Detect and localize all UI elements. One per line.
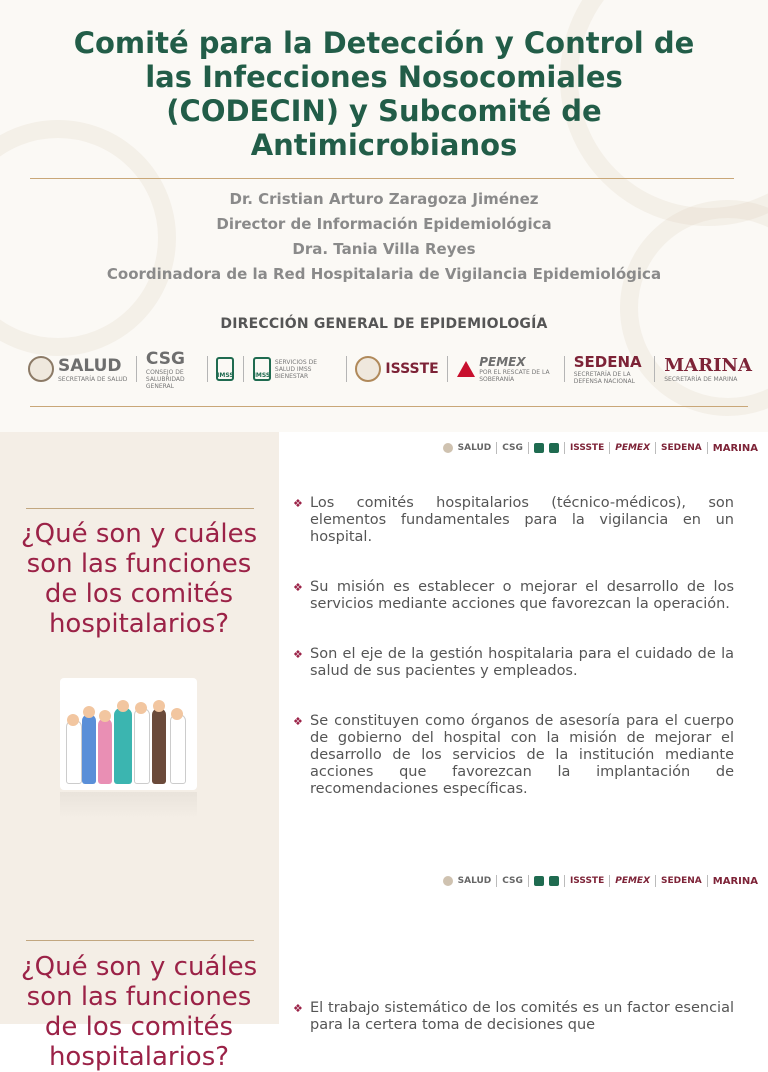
mini-logo-issste: ISSSTE (569, 443, 605, 453)
title-line: Antimicrobianos (250, 128, 518, 162)
pemex-icon (457, 361, 475, 377)
logo-separator (707, 875, 708, 887)
imss-bienestar-logo (253, 357, 337, 381)
sedena-logo (574, 353, 646, 385)
logo-separator (136, 356, 137, 382)
title-slide (0, 0, 768, 432)
marina-logo-text: MARINA (664, 355, 752, 376)
csg-logo-text: CSG (145, 348, 185, 369)
logo-separator (564, 356, 565, 382)
logo-separator (609, 442, 610, 454)
header-logos (443, 439, 758, 457)
diamond-bullet-icon: ❖ (293, 1002, 303, 1015)
bullet-text: Los comités hospitalarios (técnico-médicos), son elementos fundamentales para la vigilancia en un hospital. (310, 495, 734, 545)
issste-logo-text: ISSSTE (385, 361, 439, 377)
logo-separator (346, 356, 347, 382)
author-name: Dr. Cristian Arturo Zaragoza Jiménez (229, 190, 539, 208)
mini-logo-salud: SALUD (457, 876, 492, 886)
mini-logo-salud: SALUD (457, 443, 492, 453)
marina-logo (664, 355, 752, 383)
logo-separator (528, 442, 529, 454)
author-role: Director de Información Epidemiológica (216, 215, 552, 233)
bullet-text: Son el eje de la gestión hospitalaria para el cuidado de la salud de sus pacientes y empleados. (310, 646, 734, 679)
logos-divider (30, 406, 748, 407)
doctor-figure (152, 708, 166, 784)
logo-separator (609, 875, 610, 887)
pemex-logo-subtext: POR EL RESCATE DE LA SOBERANÍA (479, 369, 550, 383)
salud-logo-text: SALUD (58, 355, 122, 376)
salud-emblem-icon (28, 356, 54, 382)
mini-logo-issste: ISSSTE (569, 876, 605, 886)
doctor-head (117, 700, 129, 712)
csg-logo (146, 349, 198, 390)
doctor-head (83, 706, 95, 718)
mini-logo-pemex: PEMEX (615, 443, 651, 453)
logo-separator (496, 875, 497, 887)
doctor-figure (98, 718, 112, 784)
question-divider (26, 508, 254, 509)
mini-logo-sedena: SEDENA (661, 876, 702, 886)
pemex-logo (457, 355, 555, 383)
title-line: Comité para la Detección y Control de (73, 26, 695, 60)
title-line: las Infecciones Nosocomiales (145, 60, 623, 94)
mini-logo-marina: MARINA (712, 875, 758, 887)
bullet-text: Se constituyen como órganos de asesoría para el cuerpo de gobierno del hospital con la misión de mejorar el desarrollo de los servicios de la institución mediante acciones que favorezcan la implantación de recomendaciones específicas. (310, 713, 734, 797)
salud-logo (28, 356, 127, 383)
logo-separator (207, 356, 208, 382)
doctor-figure (134, 708, 150, 784)
doctor-head (67, 714, 79, 726)
mini-logo-marina: MARINA (712, 442, 758, 454)
organization-name: DIRECCIÓN GENERAL DE EPIDEMIOLOGÍA (220, 316, 548, 332)
mini-logo-csg: CSG (502, 876, 523, 886)
bullet-list (290, 495, 734, 831)
csg-logo-subtext: CONSEJO DE SALUBRIDAD GENERAL (145, 368, 185, 390)
bullet-item (290, 579, 734, 613)
imss-icon: IMSS (253, 357, 271, 381)
logo-separator (528, 875, 529, 887)
slide-question: ¿Qué son y cuáles son las funciones de los comités hospitalarios? (20, 519, 258, 639)
logo-separator (707, 442, 708, 454)
logo-separator (496, 442, 497, 454)
title-line: (CODECIN) y Subcomité de (166, 94, 602, 128)
doctor-figure (66, 720, 82, 784)
logo-separator (655, 442, 656, 454)
institution-logos (28, 350, 752, 388)
slide-question: ¿Qué son y cuáles son las funciones de los comités hospitalarios? (20, 952, 258, 1072)
imss-icon (549, 443, 559, 453)
logo-separator (654, 356, 655, 382)
bullet-text: Su misión es establecer o mejorar el desarrollo de los servicios mediante acciones que favorezcan la operación. (310, 579, 734, 612)
salud-emblem-icon (443, 443, 453, 453)
doctors-illustration (60, 678, 197, 790)
issste-logo (355, 356, 438, 382)
pemex-logo-text: PEMEX (479, 355, 526, 369)
bullet-item (290, 713, 734, 798)
imss-icon (534, 876, 544, 886)
diamond-bullet-icon: ❖ (293, 648, 303, 661)
mini-logo-pemex: PEMEX (615, 876, 651, 886)
doctor-head (99, 710, 111, 722)
doctor-figure (114, 708, 132, 784)
question-divider (26, 940, 254, 941)
header-logos (443, 872, 758, 890)
bullet-item (290, 1000, 734, 1034)
doctor-head (171, 708, 183, 720)
logo-separator (655, 875, 656, 887)
logo-separator (564, 442, 565, 454)
doctor-head (135, 702, 147, 714)
slide-title (40, 26, 728, 162)
logo-separator (243, 356, 244, 382)
title-divider (30, 178, 734, 179)
bullet-item (290, 495, 734, 546)
diamond-bullet-icon: ❖ (293, 715, 303, 728)
diamond-bullet-icon: ❖ (293, 497, 303, 510)
doctor-head (153, 700, 165, 712)
salud-emblem-icon (443, 876, 453, 886)
imss-bienestar-subtext: SERVICIOS DE SALUD IMSS BIENESTAR (274, 358, 318, 380)
sedena-logo-text: SEDENA (573, 353, 642, 371)
bullet-item (290, 646, 734, 680)
author-name: Dra. Tania Villa Reyes (292, 240, 476, 258)
marina-logo-subtext: SECRETARÍA DE MARINA (664, 376, 738, 383)
doctor-figure (82, 714, 96, 784)
author-role: Coordinadora de la Red Hospitalaria de Vigilancia Epidemiológica (106, 265, 662, 283)
mini-logo-csg: CSG (502, 443, 523, 453)
logo-separator (447, 356, 448, 382)
imss-icon: IMSS (216, 357, 234, 381)
logo-separator (564, 875, 565, 887)
imss-icon (534, 443, 544, 453)
bullet-list (290, 1000, 734, 1067)
imss-icon (549, 876, 559, 886)
mini-logo-sedena: SEDENA (661, 443, 702, 453)
imss-logo (216, 357, 234, 381)
illustration-reflection (60, 792, 197, 818)
doctor-figure (170, 714, 186, 784)
salud-logo-subtext: SECRETARÍA DE SALUD (58, 375, 128, 383)
sedena-logo-subtext: SECRETARÍA DE LA DEFENSA NACIONAL (573, 371, 635, 385)
bullet-text: El trabajo sistemático de los comités es un factor esencial para la certera toma de decisiones que (310, 1000, 734, 1033)
diamond-bullet-icon: ❖ (293, 581, 303, 594)
issste-emblem-icon (355, 356, 381, 382)
